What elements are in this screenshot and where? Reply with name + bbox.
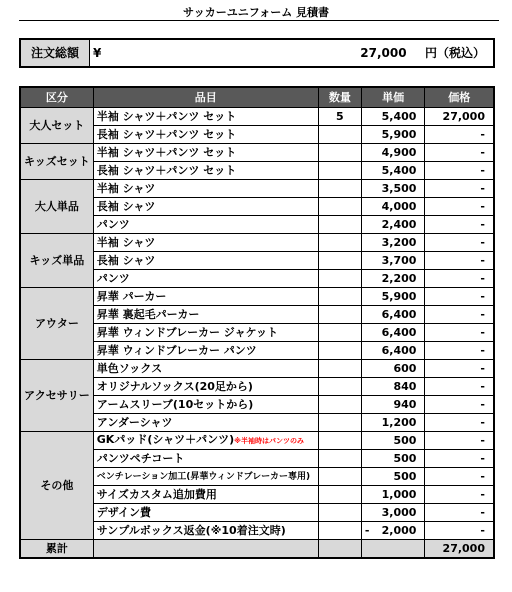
header-qty: 数量 <box>318 87 361 108</box>
unit-price-cell: 4,000 <box>361 198 425 216</box>
unit-price-cell: 6,400 <box>361 306 425 324</box>
item-cell <box>93 288 318 306</box>
qty-cell[interactable] <box>318 216 361 234</box>
item-cell <box>93 306 318 324</box>
price-cell: - <box>425 342 494 360</box>
total-label: 累計 <box>20 540 93 559</box>
item-cell <box>93 396 318 414</box>
item-cell <box>93 468 318 486</box>
item-name: 昇華 ウィンドブレーカー パンツ <box>96 343 257 357</box>
header-price: 価格 <box>425 87 494 108</box>
price-cell: - <box>425 198 494 216</box>
price-cell: 27,000 <box>425 108 494 126</box>
header-item: 品目 <box>93 87 318 108</box>
item-name: 昇華 パーカー <box>96 289 167 303</box>
price-cell: - <box>425 378 494 396</box>
item-name: GKパッド(シャツ＋パンツ) <box>96 433 235 446</box>
price-cell: - <box>425 306 494 324</box>
unit-price-cell: 3,500 <box>361 180 425 198</box>
price-cell: - <box>425 504 494 522</box>
item-cell <box>93 252 318 270</box>
unit-price-cell: 4,900 <box>361 144 425 162</box>
item-name: パンツペチコート <box>96 451 185 465</box>
item-cell <box>93 162 318 180</box>
qty-cell[interactable] <box>318 450 361 468</box>
category-label: キッズ単品 <box>20 234 93 288</box>
qty-cell[interactable] <box>318 198 361 216</box>
category-label: 大人単品 <box>20 180 93 234</box>
item-cell <box>93 378 318 396</box>
price-cell: - <box>425 270 494 288</box>
item-name: アームスリーブ(10セットから) <box>96 397 254 411</box>
qty-cell[interactable] <box>318 234 361 252</box>
unit-price-cell: 3,000 <box>361 504 425 522</box>
order-total-suffix: 円（税込） <box>424 46 485 60</box>
estimate-rows <box>20 108 494 540</box>
document-title: サッカーユニフォーム 見積書 <box>182 6 330 19</box>
item-name: パンツ <box>96 271 130 285</box>
price-cell: - <box>425 450 494 468</box>
unit-price-cell: 2,400 <box>361 216 425 234</box>
unit-price-cell: 940 <box>361 396 425 414</box>
qty-cell[interactable] <box>318 306 361 324</box>
qty-cell[interactable]: 5 <box>318 108 361 126</box>
category-label: キッズセット <box>20 144 93 180</box>
unit-price-cell: 5,900 <box>361 126 425 144</box>
qty-cell[interactable] <box>318 414 361 432</box>
qty-cell[interactable] <box>318 270 361 288</box>
price-cell: - <box>425 432 494 450</box>
order-total-table <box>19 38 495 68</box>
order-total-amount <box>112 39 494 67</box>
qty-cell[interactable] <box>318 126 361 144</box>
item-cell <box>93 342 318 360</box>
price-cell: - <box>425 324 494 342</box>
price-cell: - <box>425 126 494 144</box>
minus-sign: - <box>364 523 370 537</box>
item-name: 半袖 シャツ <box>96 235 156 249</box>
total-row <box>20 540 494 559</box>
qty-cell[interactable] <box>318 144 361 162</box>
price-cell: - <box>425 252 494 270</box>
item-cell <box>93 414 318 432</box>
price-cell: - <box>425 162 494 180</box>
qty-cell[interactable] <box>318 486 361 504</box>
item-cell <box>93 144 318 162</box>
table-row <box>20 288 494 306</box>
qty-cell[interactable] <box>318 378 361 396</box>
price-cell: - <box>425 360 494 378</box>
unit-price-cell: 500 <box>361 450 425 468</box>
qty-cell[interactable] <box>318 360 361 378</box>
qty-cell[interactable] <box>318 522 361 540</box>
item-name: サイズカスタム追加費用 <box>96 487 217 501</box>
item-cell <box>93 126 318 144</box>
total-price: 27,000 <box>425 540 494 559</box>
item-note: ※半袖時はパンツのみ <box>234 437 304 445</box>
unit-price-cell: 5,900 <box>361 288 425 306</box>
item-name: オリジナルソックス(20足から) <box>96 379 253 393</box>
item-cell <box>93 180 318 198</box>
item-cell <box>93 270 318 288</box>
unit-price-cell: 2,200 <box>361 270 425 288</box>
unit-price-cell: 1,000 <box>361 486 425 504</box>
price-cell: - <box>425 144 494 162</box>
item-cell <box>93 522 318 540</box>
price-cell: - <box>425 180 494 198</box>
price-cell: - <box>425 288 494 306</box>
price-cell: - <box>425 216 494 234</box>
item-name: パンツ <box>96 217 130 231</box>
unit-price-cell: 1,200 <box>361 414 425 432</box>
item-name: 半袖 シャツ <box>96 181 156 195</box>
item-cell <box>93 108 318 126</box>
item-name: 単色ソックス <box>96 361 163 375</box>
unit-price-cell: 840 <box>361 378 425 396</box>
unit-price-cell: 600 <box>361 360 425 378</box>
unit-price-cell: 3,200 <box>361 234 425 252</box>
price-cell: - <box>425 234 494 252</box>
unit-price-cell: 5,400 <box>361 108 425 126</box>
qty-cell[interactable] <box>318 342 361 360</box>
item-cell <box>93 324 318 342</box>
unit-price-cell: 5,400 <box>361 162 425 180</box>
item-name: 昇華 裏起毛パーカー <box>96 307 200 321</box>
unit-price-cell: 500 <box>361 432 425 450</box>
price-cell: - <box>425 414 494 432</box>
item-name: 長袖 シャツ <box>96 199 156 213</box>
item-name: サンプルボックス返金(※10着注文時) <box>96 523 286 537</box>
item-cell <box>93 486 318 504</box>
category-label: アクセサリー <box>20 360 93 432</box>
item-cell <box>93 198 318 216</box>
qty-cell[interactable] <box>318 288 361 306</box>
category-label: アウター <box>20 288 93 360</box>
item-name: アンダーシャツ <box>96 415 173 429</box>
yen-symbol: ¥ <box>90 39 113 67</box>
table-row <box>20 360 494 378</box>
item-cell <box>93 504 318 522</box>
unit-price-cell: 3,700 <box>361 252 425 270</box>
unit-price-cell: 6,400 <box>361 324 425 342</box>
qty-cell[interactable] <box>318 396 361 414</box>
item-name: 長袖 シャツ <box>96 253 156 267</box>
unit-price-cell <box>361 522 425 540</box>
item-cell <box>93 216 318 234</box>
estimate-table <box>19 86 495 559</box>
qty-cell[interactable] <box>318 468 361 486</box>
item-cell <box>93 234 318 252</box>
order-total-value: 27,000 <box>360 46 407 60</box>
qty-cell[interactable] <box>318 180 361 198</box>
qty-cell[interactable] <box>318 162 361 180</box>
item-name: 半袖 シャツ＋パンツ セット <box>96 109 237 123</box>
order-total-label: 注文総額 <box>20 39 90 67</box>
qty-cell[interactable] <box>318 504 361 522</box>
table-row <box>20 180 494 198</box>
table-row <box>20 108 494 126</box>
qty-cell[interactable] <box>318 324 361 342</box>
price-cell: - <box>425 522 494 540</box>
title-underline <box>19 20 499 21</box>
category-label: その他 <box>20 432 93 540</box>
header-unit-price: 単価 <box>361 87 425 108</box>
item-name: 長袖 シャツ＋パンツ セット <box>96 127 237 141</box>
item-name: 長袖 シャツ＋パンツ セット <box>96 163 237 177</box>
table-row <box>20 234 494 252</box>
item-name: デザイン費 <box>96 505 152 519</box>
price-cell: - <box>425 486 494 504</box>
table-row <box>20 144 494 162</box>
item-name: 半袖 シャツ＋パンツ セット <box>96 145 237 159</box>
qty-cell[interactable] <box>318 252 361 270</box>
item-cell <box>93 432 318 450</box>
item-name: 昇華 ウィンドブレーカー ジャケット <box>96 325 279 339</box>
price-cell: - <box>425 396 494 414</box>
unit-price-cell: 500 <box>361 468 425 486</box>
qty-cell[interactable] <box>318 432 361 450</box>
header-category: 区分 <box>20 87 93 108</box>
price-cell: - <box>425 468 494 486</box>
item-cell <box>93 360 318 378</box>
item-cell <box>93 450 318 468</box>
category-label: 大人セット <box>20 108 93 144</box>
item-name: ベンチレーション加工(昇華ウィンドブレーカー専用) <box>96 471 311 482</box>
table-row <box>20 432 494 450</box>
unit-price-value: 2,000 <box>381 523 417 537</box>
unit-price-cell: 6,400 <box>361 342 425 360</box>
